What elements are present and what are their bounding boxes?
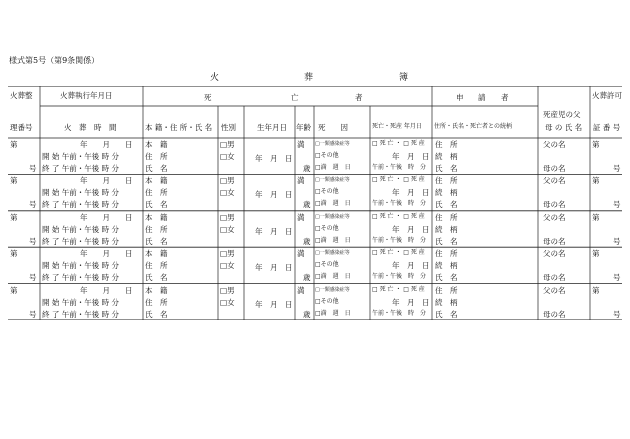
sex-female-checkbox: □女 [220, 261, 235, 271]
row-number-suffix: 号 [29, 164, 37, 173]
name-label: 氏 名 [145, 200, 168, 210]
age-full: 満 [297, 176, 305, 186]
applicant-relation: 続 柄 [435, 224, 458, 234]
sex-female-checkbox: □女 [220, 224, 235, 234]
name-label: 氏 名 [145, 164, 168, 173]
death-time: 午前・午後 時 分 [372, 273, 427, 281]
applicant-address: 住 所 [435, 249, 458, 259]
mother-name: 母の名 [543, 200, 566, 210]
cause-other: □その他 [315, 152, 339, 159]
death-date: 年 月 日 [392, 152, 430, 161]
header-applicant: 請 [478, 93, 486, 102]
header-birth: 生年月日 [257, 123, 287, 132]
death-type: □ 死 亡 ・ □ 死 産 [372, 212, 425, 220]
address-label: 住 所 [145, 152, 168, 161]
death-type: □ 死 亡 ・ □ 死 産 [372, 249, 425, 257]
applicant-address: 住 所 [435, 176, 458, 186]
domicile-label: 本 籍 [145, 249, 168, 259]
title-char: 火 [210, 73, 220, 83]
mother-name: 母の名 [543, 236, 566, 246]
header-deceased: 者 [355, 93, 363, 102]
birth-date: 年 月 日 [255, 190, 293, 200]
header-permit-no: 理番号 [10, 123, 33, 132]
title-char: 葬 [304, 73, 314, 83]
age-full: 満 [297, 285, 305, 295]
header-applicant-info: 住所・氏名・死亡者との続柄 [434, 123, 513, 130]
end-time: 終 了 午前・午後 時 分 [42, 309, 120, 319]
cause-infectious: □一類感染症等 [315, 250, 350, 257]
age-full: 満 [297, 249, 305, 259]
applicant-address: 住 所 [435, 285, 458, 295]
row-number-prefix: 第 [10, 176, 18, 186]
death-time: 午前・午後 時 分 [372, 164, 427, 171]
cremation-ledger-table [8, 86, 622, 320]
cause-other: □その他 [315, 261, 339, 269]
header-permit-no: 火葬整 [10, 91, 33, 100]
row-number-prefix: 第 [10, 249, 18, 259]
header-permit: 証 番 号 [593, 123, 621, 132]
cause-other: □その他 [315, 188, 339, 196]
start-time: 開 始 午前・午後 時 分 [42, 261, 120, 271]
death-time: 午前・午後 時 分 [372, 200, 427, 208]
death-date: 年 月 日 [392, 261, 430, 271]
cause-infectious: □一類感染症等 [315, 177, 350, 184]
row-number-suffix: 号 [29, 309, 37, 319]
header-death-date: 死亡・死産 年月日 [372, 123, 422, 130]
cause-stillbirth-weeks: □満 週 日 [315, 200, 351, 208]
applicant-relation: 続 柄 [435, 152, 458, 161]
permit-number-prefix: 第 [592, 249, 600, 259]
sex-male-checkbox: □男 [220, 176, 235, 186]
death-date: 年 月 日 [392, 188, 430, 198]
start-time: 開 始 午前・午後 時 分 [42, 188, 120, 198]
form-number: 様式第5号（第9条関係） [9, 56, 100, 65]
exec-date: 年 月 日 [80, 212, 133, 222]
age-full: 満 [297, 140, 305, 149]
exec-date: 年 月 日 [80, 285, 133, 295]
cause-infectious: □一類感染症等 [315, 141, 350, 147]
applicant-name: 氏 名 [435, 309, 458, 319]
applicant-address: 住 所 [435, 140, 458, 149]
applicant-relation: 続 柄 [435, 297, 458, 307]
applicant-relation: 続 柄 [435, 261, 458, 271]
cause-stillbirth-weeks: □満 週 日 [315, 273, 351, 281]
domicile-label: 本 籍 [145, 176, 168, 186]
exec-date: 年 月 日 [80, 176, 133, 186]
birth-date: 年 月 日 [255, 226, 293, 236]
death-type: □ 死 亡 ・ □ 死 産 [372, 176, 425, 184]
father-name: 父の名 [543, 140, 566, 149]
row-number-prefix: 第 [10, 212, 18, 222]
sex-female-checkbox: □女 [220, 297, 235, 307]
end-time: 終 了 午前・午後 時 分 [42, 236, 120, 246]
father-name: 父の名 [543, 249, 566, 259]
address-label: 住 所 [145, 188, 168, 198]
permit-number-suffix: 号 [613, 200, 621, 210]
header-deceased: 亡 [291, 93, 299, 102]
father-name: 父の名 [543, 212, 566, 222]
permit-number-prefix: 第 [592, 140, 600, 149]
row-number-prefix: 第 [10, 285, 18, 295]
sex-male-checkbox: □男 [220, 249, 235, 259]
row-number-suffix: 号 [29, 236, 37, 246]
title-char: 簿 [399, 73, 409, 83]
birth-date: 年 月 日 [255, 154, 293, 163]
mother-name: 母の名 [543, 309, 566, 319]
birth-date: 年 月 日 [255, 263, 293, 273]
name-label: 氏 名 [145, 273, 168, 283]
exec-date: 年 月 日 [80, 140, 133, 149]
age-unit: 歳 [303, 236, 311, 246]
header-applicant: 申 [456, 93, 464, 102]
address-label: 住 所 [145, 224, 168, 234]
header-exec-time: 火 葬 時 間 [64, 123, 117, 132]
applicant-name: 氏 名 [435, 164, 458, 173]
age-unit: 歳 [303, 200, 311, 210]
permit-number-suffix: 号 [613, 309, 621, 319]
death-date: 年 月 日 [392, 297, 430, 307]
row-number-suffix: 号 [29, 273, 37, 283]
header-exec-date: 火葬執行年月日 [60, 91, 113, 100]
permit-number-prefix: 第 [592, 212, 600, 222]
cause-stillbirth-weeks: □満 週 日 [315, 309, 351, 317]
address-label: 住 所 [145, 261, 168, 271]
father-name: 父の名 [543, 285, 566, 295]
end-time: 終 了 午前・午後 時 分 [42, 273, 120, 283]
applicant-name: 氏 名 [435, 236, 458, 246]
row-number-suffix: 号 [29, 200, 37, 210]
mother-name: 母の名 [543, 164, 566, 173]
permit-number-suffix: 号 [613, 273, 621, 283]
cause-infectious: □一類感染症等 [315, 286, 350, 293]
cause-other: □その他 [315, 224, 339, 232]
header-permit: 火葬許可 [592, 91, 622, 100]
end-time: 終 了 午前・午後 時 分 [42, 164, 120, 173]
name-label: 氏 名 [145, 309, 168, 319]
address-label: 住 所 [145, 297, 168, 307]
header-parent-names: 死産児の父 [543, 110, 581, 119]
header-deceased: 死 [204, 93, 212, 102]
birth-date: 年 月 日 [255, 299, 293, 309]
exec-date: 年 月 日 [80, 249, 133, 259]
sex-female-checkbox: □女 [220, 152, 235, 161]
header-sex: 性別 [221, 123, 236, 132]
mother-name: 母の名 [543, 273, 566, 283]
age-unit: 歳 [303, 164, 311, 173]
header-parent-names: 母 の 氏 名 [545, 123, 583, 132]
name-label: 氏 名 [145, 236, 168, 246]
death-type: □ 死 亡 ・ □ 死 産 [372, 140, 425, 147]
father-name: 父の名 [543, 176, 566, 186]
start-time: 開 始 午前・午後 時 分 [42, 297, 120, 307]
permit-number-suffix: 号 [613, 164, 621, 173]
start-time: 開 始 午前・午後 時 分 [42, 224, 120, 234]
sex-male-checkbox: □男 [220, 212, 235, 222]
applicant-address: 住 所 [435, 212, 458, 222]
header-domicile-name: 本 籍・住 所・氏 名 [145, 123, 213, 132]
age-full: 満 [297, 212, 305, 222]
permit-number-prefix: 第 [592, 176, 600, 186]
cause-stillbirth-weeks: □満 週 日 [315, 164, 351, 171]
permit-number-suffix: 号 [613, 236, 621, 246]
domicile-label: 本 籍 [145, 285, 168, 295]
row-number-prefix: 第 [10, 140, 18, 149]
header-age: 年齢 [296, 123, 311, 132]
sex-female-checkbox: □女 [220, 188, 235, 198]
domicile-label: 本 籍 [145, 140, 168, 149]
applicant-relation: 続 柄 [435, 188, 458, 198]
domicile-label: 本 籍 [145, 212, 168, 222]
death-time: 午前・午後 時 分 [372, 309, 427, 317]
end-time: 終 了 午前・午後 時 分 [42, 200, 120, 210]
age-unit: 歳 [303, 309, 311, 319]
death-time: 午前・午後 時 分 [372, 236, 427, 244]
header-cause: 死 因 [318, 123, 348, 132]
cause-infectious: □一類感染症等 [315, 213, 350, 220]
applicant-name: 氏 名 [435, 200, 458, 210]
sex-male-checkbox: □男 [220, 140, 235, 149]
cause-stillbirth-weeks: □満 週 日 [315, 236, 351, 244]
cause-other: □その他 [315, 297, 339, 305]
death-type: □ 死 亡 ・ □ 死 産 [372, 285, 425, 293]
sex-male-checkbox: □男 [220, 285, 235, 295]
permit-number-prefix: 第 [592, 285, 600, 295]
death-date: 年 月 日 [392, 224, 430, 234]
header-applicant: 者 [501, 93, 509, 102]
age-unit: 歳 [303, 273, 311, 283]
applicant-name: 氏 名 [435, 273, 458, 283]
start-time: 開 始 午前・午後 時 分 [42, 152, 120, 161]
